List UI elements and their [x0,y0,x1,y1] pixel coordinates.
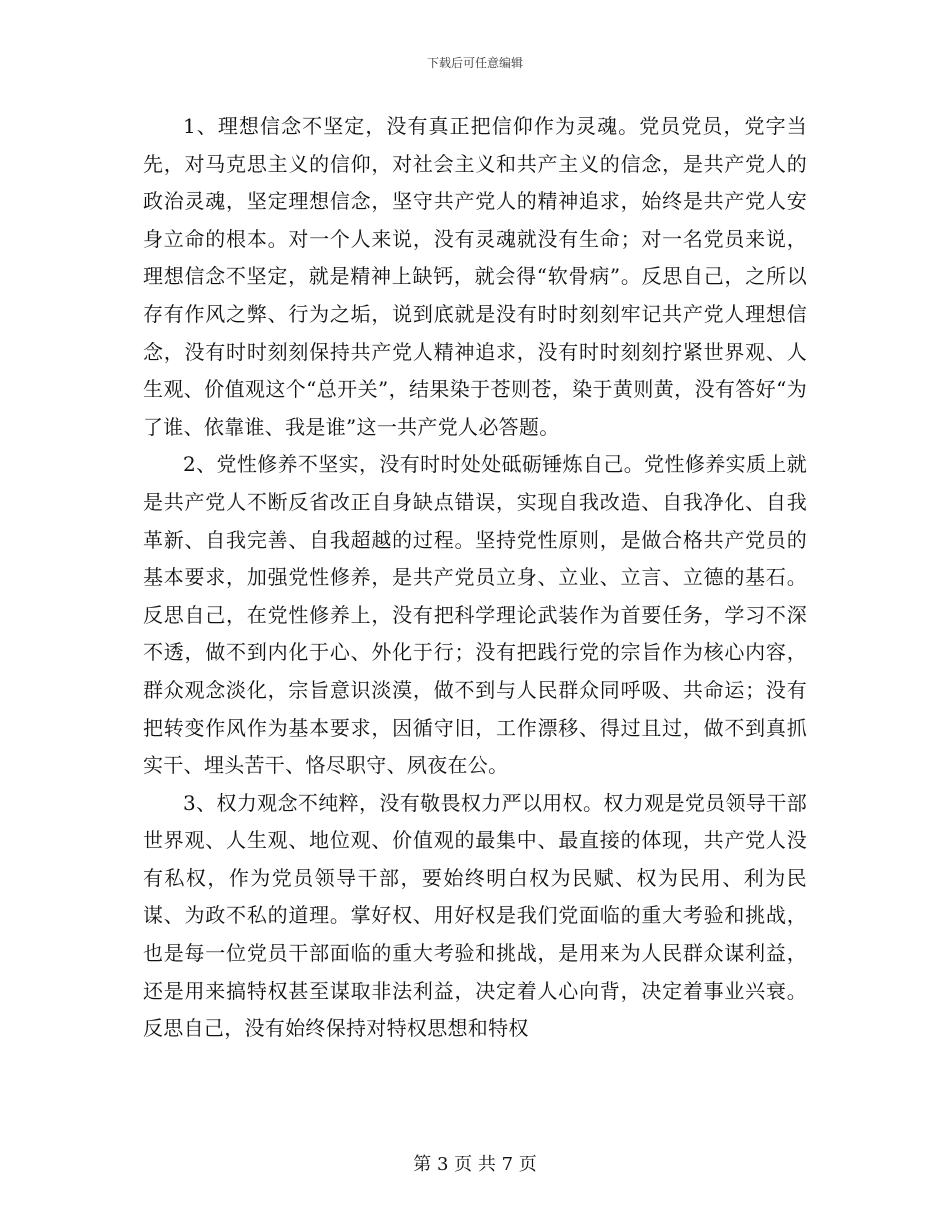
page-header: 下载后可任意编辑 [426,56,523,70]
paragraph-3: 3、权力观念不纯粹，没有敬畏权力严以用权。权力观是党员领导干部世界观、人生观、地位观、价值观的最集中、最直接的体现，共产党人没有私权，作为党员领导干部，要始终明白权为民赋、权为民用、利为民谋、为政不私的道理。掌好权、用好权是我们党面临的重大考验和挑战，也是每一位党员干部面临的重大考验和挑战，是用来为人民群众谋利益，还是用来搞特权甚至谋取非法利益，决定着人心向背，决定着事业兴衰。反思自己，没有始终保持对特权思想和特权 [143,790,807,1041]
page-footer: 第 3 页 共 7 页 [413,1154,537,1175]
paragraph-2: 2、党性修养不坚实，没有时时处处砥砺锤炼自己。党性修养实质上就是共产党人不断反省改正自身缺点错误，实现自我改造、自我净化、自我革新、自我完善、自我超越的过程。坚持党性原则，是做合格共产党员的基本要求，加强党性修养，是共产党员立身、立业、立言、立德的基石。反思自己，在党性修养上，没有把科学理论武装作为首要任务，学习不深不透，做不到内化于心、外化于行；没有把践行党的宗旨作为核心内容，群众观念淡化，宗旨意识淡漠，做不到与人民群众同呼吸、共命运；没有把转变作风作为基本要求，因循守旧，工作漂移、得过且过，做不到真抓实干、埋头苦干、恪尽职守、夙夜在公。 [143,452,807,778]
paragraph-1: 1、理想信念不坚定，没有真正把信仰作为灵魂。党员党员，党字当先，对马克思主义的信仰，对社会主义和共产主义的信念，是共产党人的政治灵魂，坚定理想信念，坚守共产党人的精神追求，始终是共产党人安身立命的根本。对一个人来说，没有灵魂就没有生命；对一名党员来说，理想信念不坚定，就是精神上缺钙，就会得“软骨病”。反思自己，之所以存有作风之弊、行为之垢，说到底就是没有时时刻刻牢记共产党人理想信念，没有时时刻刻保持共产党人精神追求，没有时时刻刻拧紧世界观、人生观、价值观这个“总开关”，结果染于苍则苍，染于黄则黄，没有答好“为了谁、依靠谁、我是谁”这一共产党人必答题。 [143,114,807,439]
document-body [143,108,807,1048]
